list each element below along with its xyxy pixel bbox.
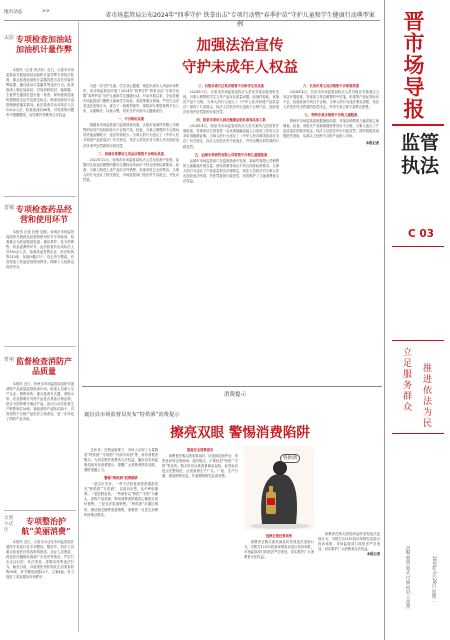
masthead-divider bbox=[384, 0, 385, 640]
consumer-subhead: 警惕“特供酒”消费陷阱 bbox=[104, 476, 138, 481]
sidebar-item-title: 专项检查加油站加油机计量作弊 bbox=[16, 34, 72, 54]
sidebar-item bbox=[4, 516, 76, 634]
fake-liquor-illustration bbox=[244, 446, 314, 530]
lead-kicker: 省市场监管局公布2024年“四季守护 铁拳出击”专项行动暨“春季护苗”守护儿童和学生健康行动典型案例 bbox=[105, 12, 375, 28]
case-title: 三、吕梁市离石区某店销售不合格学生用品案 bbox=[198, 84, 264, 88]
consumer-column-2 bbox=[162, 448, 238, 634]
staff-credits: 责编 郭明 版式 付丽 校对 王茜茜 bbox=[405, 546, 410, 609]
case-title: 二、晋城市某婴幼儿用品店销售不合格玩具案 bbox=[98, 151, 164, 156]
section-tag bbox=[4, 8, 64, 18]
consumer-body: 消费者在购买酒类商品时，应选择证照齐全、信誉良好的正规商场、超市购买，不要轻信“特供”“专供”等宣传。购买时应认真查看商品包装、标签标识是否完整规范，注意查看生产厂名、厂址、生产日期、保质期等信息，并索要购物凭证或发票。 bbox=[162, 454, 238, 479]
case-body: 根据省市场监管部门监督抽查结果，太原市某商贸有限公司销售的玩具产品经检验为不合格产品。经查，当事人销售的不合格玩具货值金额较小，违法所得较少。当事人的行为违反了《中华人民共和国产品质量法》有关规定，执法人员依法对当事人作出没收违法所得并处罚款的行政处罚。 bbox=[83, 123, 179, 148]
special-band-label: 消费提示 bbox=[223, 392, 246, 398]
consumer-kicker: 襄汾县市场监督局发布“特供酒”消费提示 bbox=[84, 412, 180, 418]
consumer-body: 近年来，在利益驱使下，市场上出现了大量假冒“特供酒”“专供酒”“内部专用酒”等，误导消费者购买。为切实维护消费者合法权益，襄汾县市场监督局现发布消费提示，提醒广大消费者擦亮双眼，谨防受骗上当。 bbox=[84, 448, 158, 473]
section-title-text: 监管执法 bbox=[400, 132, 439, 177]
sidebar-item-body: 本报讯 近日，忻州市市场监管局组织开展消防产品质量监督检查行动。检查人员深入生产企业、销售场所，重点检查灭火器、消防水带、应急照明灯具等产品是否具备合格证明，是否为国家明令淘汰产品。此次行动共检查生产销售单位56家，抽检消防产品批次43个，对发现的不合格产品依法立案查处，进一步净化了消防产品市场。 bbox=[6, 382, 74, 422]
consumer-column-1 bbox=[84, 448, 158, 634]
sidebar-item-body: 本报讯 记者 杜俊 近期，晋城市市场监管局组织开展药品经营和使用环节专项检查。检查重点为药品购进渠道、储存养护、处方药销售、药品追溯等环节。此次检查共出动执法人员180余人次，检查药品零售企业、医疗机构等310家，发现问题27个，均已责令整改，有效规范了药品经营使用秩序，保障了人民群众用药安全。 bbox=[6, 230, 74, 270]
sidebar-item bbox=[4, 204, 76, 344]
section-tag-label: 地市动态 bbox=[4, 10, 23, 15]
sidebar-separator bbox=[4, 510, 76, 511]
sidebar-item-place: 忻州 bbox=[4, 357, 15, 363]
sidebar-item-place: 太原 bbox=[4, 35, 15, 41]
lead-column-3 bbox=[283, 84, 379, 382]
slogan-right: 推进依法为民 bbox=[421, 363, 431, 429]
sidebar-item-place: 晋城 bbox=[4, 205, 15, 211]
sidebar-item bbox=[4, 356, 76, 506]
sidebar-item-title: 专项检查药品经营和使用环节 bbox=[16, 204, 72, 224]
case-title: 五、运城市某商贸有限公司销售不合格儿童服装案 bbox=[194, 152, 268, 157]
case-body: 朔州市市场监管局根据抽检结果，对某店销售的儿童皮鞋立案调查。经查，该批次产品剥离强度等项目不合格，当事人违反了产品质量法的相关规定，执法人员依法作出行政处罚，同时督促其加强进货查验，从源头上杜绝不合格产品流入市场。 bbox=[283, 119, 379, 139]
consumer-headline: 擦亮双眼 警惕消费陷阱 bbox=[170, 425, 310, 441]
sidebar-item-body: 本报讯（记者 晋法综）近日，太原市市场监管局开展加油站加油机计量作弊专项执法检查，重点检查加油机计量器具是否存在安装作弊装置、擅自改动计量器具等违法行为。检查组深入辖区加油站，对加油机铅封、编码器、主板等关键部位进行逐一检查，现场查看加油机强制检定证书及检定标志，核查加油站计量管理制度落实情况。此次检查共出动执法人员120余人次，检查加油站86家，对发现的问题责令限期整改，切实维护消费者合法权益。 bbox=[6, 68, 74, 118]
issue-date: 2024年5月28日 星期二 bbox=[431, 556, 436, 603]
masthead-logo: 晋市场导报 bbox=[401, 10, 426, 120]
case-body: 2024年3月，吕梁市市场监管局执法人员在对某店检查时发现，当事人销售的学生文具产品存在质量问题。经抽样检验，该批次产品不合格。当事人的行为违反了《中华人民共和国产品质量法》第四十九条规定，执法人员依法作出没收不合格产品、没收违法所得并处罚款的行政处罚。 bbox=[183, 90, 279, 115]
case-title: 四、阳泉市某幼儿园无健康证明从事食品加工案 bbox=[196, 118, 266, 123]
lead-intro: 为进一步守护儿童、学生身心健康，规范未成年人用品市场秩序，省市场监管局开展了2024年“四季守护 铁拳出击”专项行动暨“春季护苗”守护儿童和学生健康行动。行动开展以来，全省各级市场监管部门聚焦儿童和学生用品、食品等重点领域，严厉打击各类违法违规行为，查办了一批典型案件。现将部分典型案例予以公布，以案释法、以案示警，切实守护未成年人健康成长。 bbox=[83, 84, 179, 114]
sidebar-divider bbox=[78, 22, 79, 632]
consumer-body: 一是以次充好。一些不法经营者将普通酒冒充“特供酒”“专供酒”，以高价出售，从中牟取暴利。二是虚假宣传。一些商家以“特供”“专供”为噱头，虚构产品来源，利用消费者的猎奇心理进行高价销售。三是非法渠道销售。“特供酒”多通过网络、微信朋友圈等渠道销售，消费者一旦发生消费纠纷难以维权。 bbox=[84, 482, 158, 517]
consumer-column-4 bbox=[318, 532, 380, 634]
case-body: 2024年4月，阳泉市市场监管局执法人员对某幼儿园食堂开展检查，发现该幼儿园食堂一名从事接触直接入口食品工作的人员未取得健康证明。当事人的行为违反了《中华人民共和国食品安全法》有关规定，执法人员依法责令其改正，并作出警告和罚款的行政处罚。 bbox=[183, 124, 279, 149]
case-title: 七、朔州市某店销售不合格儿童鞋案 bbox=[304, 113, 358, 118]
sidebar-separator bbox=[4, 196, 76, 197]
masthead-red-rule-2 bbox=[392, 246, 444, 247]
case-body: 运城市市场监管部门在监督抽查中发现，某商贸有限公司销售的儿童服装纤维含量、使用说明等项目不符合国家标准要求。当事人的行为违反了产品质量相关法律规定，执法人员依法对当事人作出没收违法所得、并处罚款的行政处罚，有效维护了儿童消费者合法权益。 bbox=[183, 158, 279, 183]
case-body: 2023年12月，晋城市市场监管局执法人员在检查中发现，某婴幼儿用品店销售的婴幼儿塑料玩具标识不符合国家标准要求。经查，当事人购进上述产品后对外销售，至案发时已全部售出。当事人的行为违反了相关规定，市场监管部门依法责令其改正，并处以罚款。 bbox=[83, 157, 179, 182]
sidebar-item-title: 监督检查消防产品质量 bbox=[16, 356, 72, 376]
page-code: C 03 bbox=[408, 228, 434, 240]
section-title bbox=[400, 132, 440, 178]
consumer-subhead: 提高安全消费意识 bbox=[186, 448, 214, 452]
lead-column-2 bbox=[183, 84, 279, 382]
sidebar-item bbox=[4, 34, 76, 194]
consumer-signature: 本报记者 bbox=[366, 552, 380, 557]
sidebar-separator bbox=[4, 346, 76, 347]
lead-headline-2: 守护未成年人权益 bbox=[182, 59, 298, 76]
case-title: 一、不合格玩具案 bbox=[117, 117, 145, 122]
consumer-column-3 bbox=[244, 534, 314, 634]
consumer-illustration bbox=[244, 446, 314, 530]
slogan-box bbox=[392, 340, 444, 434]
case-body: 2024年4月，长治市市场监管局执法人员对辖区学校周边文具店开展检查，发现某文具店销售的中性笔、铅笔等产品标签标识不全，经检验部分项目不合格。当事人的行为违法事实清楚，执法人员依法作出罚款的处罚决定，并责令其立即下架停止销售。 bbox=[283, 90, 379, 110]
figure-head bbox=[273, 461, 287, 475]
lead-signature: 本报记者 bbox=[365, 141, 379, 146]
special-band-line bbox=[82, 386, 382, 387]
lead-column-1 bbox=[83, 84, 179, 382]
consumer-body: 消费者在购买酒类商品时发现违法违规行为，可拨打12315投诉举报电话进行投诉举报，市场监管部门将依法严厉查处，切实维护广大消费者合法权益。 bbox=[244, 540, 314, 560]
illustration-caption: 特供酒 bbox=[280, 454, 300, 463]
slogan-left: 立足服务群众 bbox=[401, 347, 411, 413]
sidebar-item-place: 太原小店区 bbox=[4, 516, 14, 533]
sidebar-item-body: 本报讯 近日，太原市小店区市场监管局开展医疗美容行业专项整治。整治中，执法人员重点检查医疗美容机构资质、从业人员资质、药品医疗器械来源和广告发布等情况，严厉打击无证行医、非法美容、虚假宣传等违法行为。截至目前，共检查医美机构及生活美容机构98家，责令整改问题12个，立案4起，有力规范了美容服务市场秩序。 bbox=[6, 540, 74, 580]
consumer-subhead: 选择正规经营场所 bbox=[265, 534, 293, 538]
masthead-red-rule bbox=[392, 124, 444, 126]
consumer-body: 消费者在购买酒类商品时发现违法违规行为，可拨打12315投诉举报电话进行投诉举报，市场监管部门将依法严厉查处，切实维护广大消费者合法权益。 bbox=[318, 532, 380, 552]
case-title: 六、长治市某文具店销售不合格笔类案 bbox=[302, 84, 360, 88]
section-tag-marker: >> bbox=[42, 9, 50, 14]
lead-headline-1: 加强法治宣传 bbox=[196, 37, 284, 54]
sidebar-item-title: 专项整治护航“美丽消费” bbox=[21, 516, 71, 536]
